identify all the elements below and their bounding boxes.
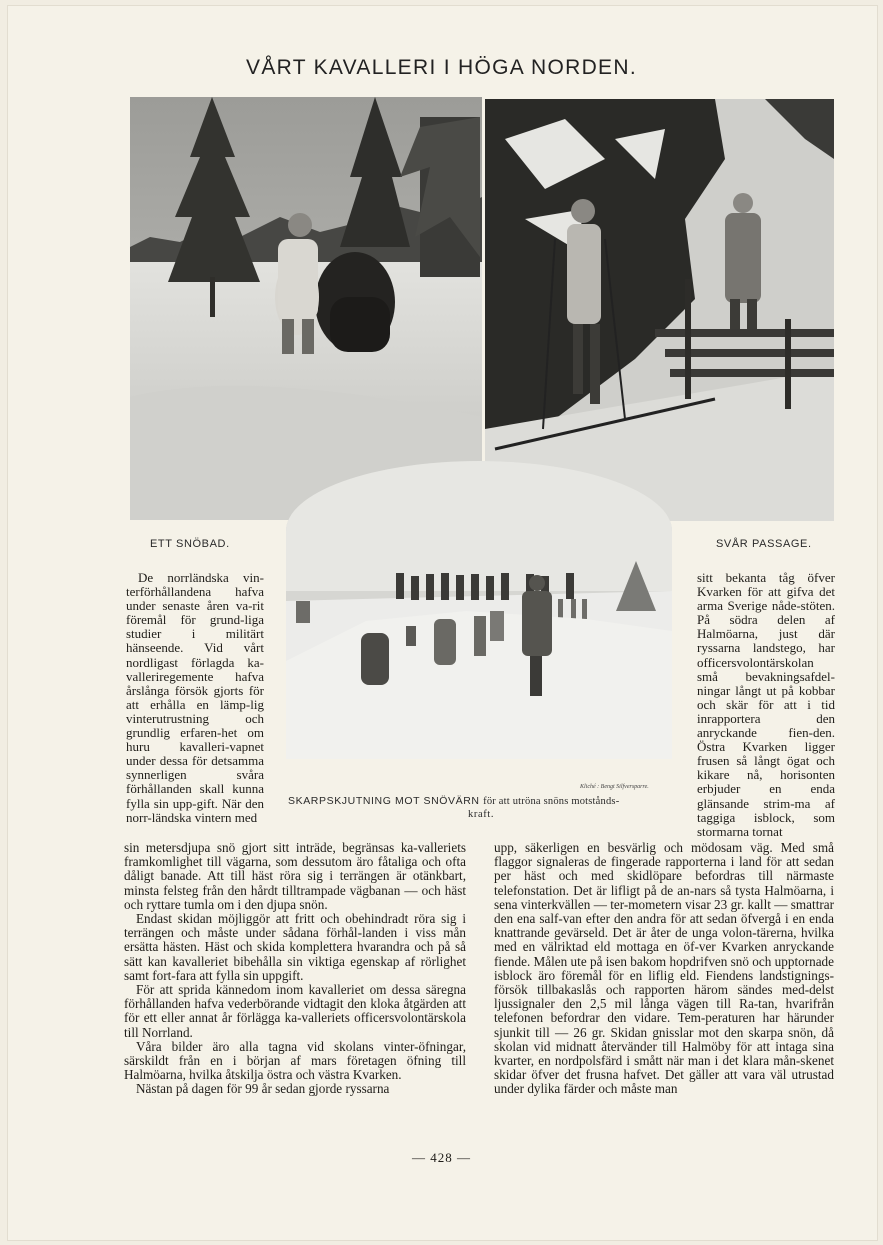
article-title: VÅRT KAVALLERI I HÖGA NORDEN. xyxy=(246,56,637,79)
text-right-narrow xyxy=(697,571,835,839)
caption-difficult-passage: SVÅR PASSAGE. xyxy=(716,538,812,550)
page-number: — 428 — xyxy=(412,1150,471,1165)
paragraph: Nästan på dagen för 99 år sedan gjorde ryssarna xyxy=(136,1081,390,1097)
photo-credit: Kliché : Bengt Silfversparre. xyxy=(580,784,649,790)
text-left-column xyxy=(124,841,466,1097)
paragraph: sin metersdjupa snö gjort sitt inträde, begränsas ka-valleriets framkomlighet till vägarna, som dessutom äro fåtaliga och ofta dåligt banade. Att till häst röra sig i terrängen är otänkbart, minsta felsteg från den hårdt tilltrampade vägbanan — och häst och ryttare tumla om i den djupa snön. xyxy=(124,840,466,912)
caption-shooting-tail: kraft. xyxy=(468,809,495,820)
paragraph: sitt bekanta tåg öfver Kvarken för att gifva det arma Sverige nåde-stöten. På södra delen af Halmöarna, just där ryssarna landstego, har officersvolontärskolan små bevakningsafdel-ningar långt ut på kobbar och skär för att i tid inrapportera den anryckande fien-den. Östra Kvarken ligger frusen så långt ögat och kikare nå, horisonten erbjuder en enda glänsande strim-ma af taggiga isblock, som stormarna tornat xyxy=(697,570,835,839)
paragraph: Våra bilder äro alla tagna vid skolans vinter-öfningar, särskildt från en i början af mars företagen öfning till Halmöarna, hvilka åtskilja östra och västra Kvarken. xyxy=(124,1038,466,1083)
caption-shooting xyxy=(288,795,678,807)
paragraph: upp, säkerligen en besvärlig och mödosam väg. Med små flaggor signaleras de fingerade rapporterna i land för att sedan per häst och med skidlöpare befordras till närmaste telefonstation. Det är lifligt på de an-nars så tysta Halmöarna, i sena vinterkvällen — ter-mometern visar 23 gr. kallt — smattrar den ena salf-van efter den andra för att sedan öfvergå i en enda knattrande gevärseld. Det är åter de unga volon-tärerna, hvilka med en välriktad eld mottaga en öf-ver Kvarken anryckande fiende. Målen ute på isen bakom hopdrifven snö och upptornade isblock äro föremål för en liflig eld. Fiendens landstignings-försök tillbakaslås och rapporten härom sändes med-delst ljussignaler den 2,5 mil långa vägen till Ra-tan, hvarifrån telefonen befordrar den vidare. Tem-peraturen har härunder sjunkit till — 26 gr. Skidan gnisslar mot den skarpa snön, då skolan vid midnatt återvänder till Halmöby för att intaga sina kvarter, en nordpolsfärd i smått när man i det klara mån-skenet skidar öfver det frusna hafvet. Det gäller att vara väl utrustad under dylika färder och måste man xyxy=(494,840,834,1097)
paragraph: För att sprida kännedom inom kavalleriet om dessa säregna förhållanden hafva vederbörande vidtagit den kloka åtgärden att för ett eller annat år förlägga ka-valleriets officersvolontärskola till Norrland. xyxy=(124,982,466,1040)
paragraph: De norrländska vin-terförhållandena hafva under senaste åren va-rit föremål för grund-liga studier i militärt hänseende. Vid vårt nordligast förlagda ka-valleriregemente hafva årslånga försök gjorts för att erhålla en lämp-lig vinterutrustning och grundlig erfaren-het om huru kavalleri-vapnet under dessa för detsamma synnerligen svåra förhållanden skall kunna fylla sin upp-gift. När den norr-ländska vintern med xyxy=(126,570,264,825)
caption-shooting-rest: för att utröna snöns motstånds- xyxy=(483,796,620,807)
paragraph: Endast skidan möjliggör att fritt och obehindradt röra sig i terrängen och måste under sådana förhål-landen i viss mån ersätta hästen. Häst och skida komplettera hvarandra och på så sätt kan kavalleriet bibehålla sin viktiga egenskap af rörlighet samt fort-fara att fylla sin uppgift. xyxy=(124,911,466,983)
text-right-column xyxy=(494,841,834,1097)
photo-shooting-snow-wall xyxy=(286,461,672,759)
caption-shooting-main: SKARPSKJUTNING MOT SNÖVÄRN xyxy=(288,795,480,807)
text-left-narrow xyxy=(126,571,264,825)
photo-snow-bath xyxy=(130,97,482,520)
caption-snow-bath: ETT SNÖBAD. xyxy=(150,538,230,550)
photo-difficult-passage xyxy=(485,99,834,521)
